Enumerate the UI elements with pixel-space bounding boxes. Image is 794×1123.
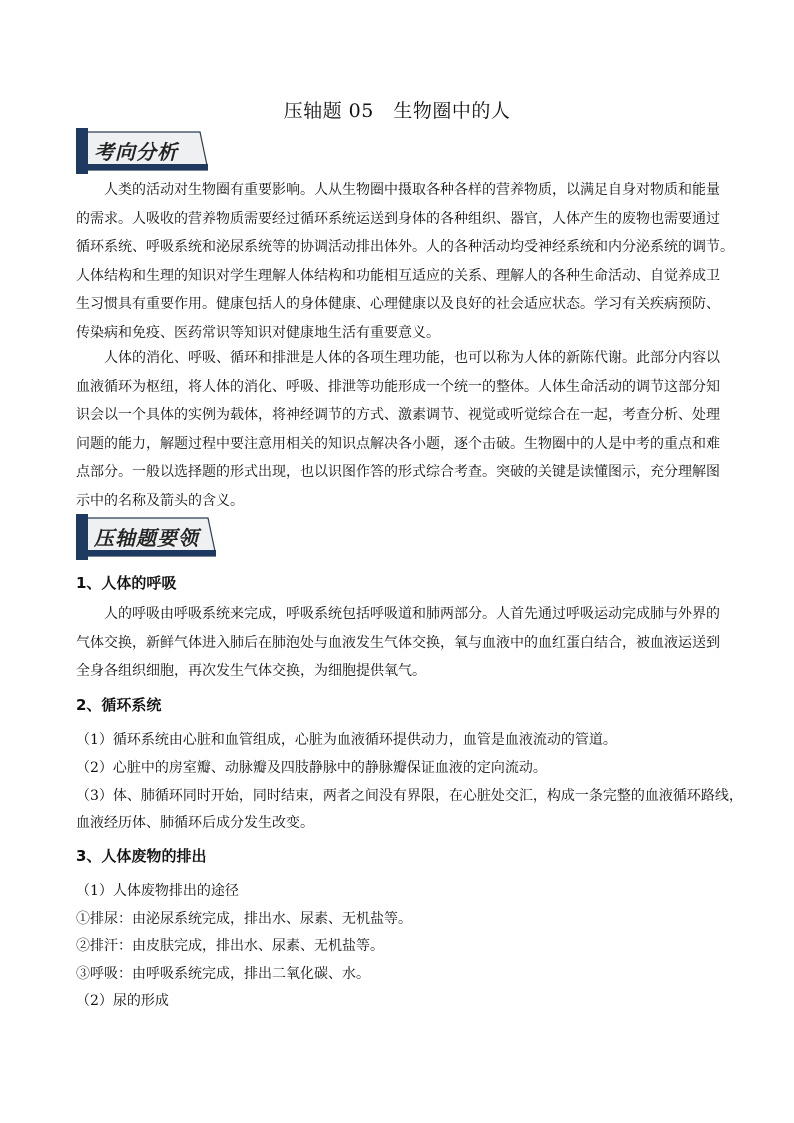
text-line: 生习惯具有重要作用。健康包括人的身体健康、心理健康以及良好的社会适应状态。学习有关疾病预防、 [76,296,720,313]
circulation-item-3-cont: 血液经历体、肺循环后成分发生改变。 [76,815,314,831]
intro-paragraph-2 [76,344,720,516]
page-title: 压轴题 05 生物圈中的人 [283,100,511,122]
section-respiration-paragraph [76,600,720,686]
section-heading-respiration: 1、人体的呼吸 [76,574,177,592]
text-line: 人类的活动对生物圈有重要影响。人从生物圈中摄取各种各样的营养物质，以满足自身对物质和能量 [104,182,720,198]
text-line: 问题的能力，解题过程中要注意用相关的知识点解决各小题，逐个击破。生物圈中的人是中考的重点和难 [76,435,720,452]
text-line: 识会以一个具体的实例为载体，将神经调节的方式、激素调节、视觉或听觉综合在一起，考查分析、处理 [76,407,720,424]
text-line: 全身各组织细胞，再次发生气体交换，为细胞提供氧气。 [76,663,426,680]
text-line: 传染病和免疫、医药常识等知识对健康地生活有重要意义。 [76,324,440,341]
text-line: 人体的消化、呼吸、循环和排泄是人体的各项生理功能，也可以称为人体的新陈代谢。此部分内容以 [104,350,720,366]
excretion-item-1: （1）人体废物排出的途径 [76,883,239,899]
text-line: 示中的名称及箭头的含义。 [76,492,244,509]
section-heading-excretion: 3、人体废物的排出 [76,847,207,865]
text-line: 的需求。人吸收的营养物质需要经过循环系统运送到身体的各种组织、器官，人体产生的废物也需要通过 [76,210,720,227]
text-line: 血液循环为枢纽，将人体的消化、呼吸、排泄等功能形成一个统一的整体。人体生命活动的调节这部分知 [76,378,720,395]
excretion-item-breath: ③呼吸：由呼吸系统完成，排出二氧化碳、水。 [76,966,370,982]
section-heading-circulation: 2、循环系统 [76,696,162,714]
intro-paragraph-1 [76,176,734,348]
circulation-item-1: （1）循环系统由心脏和血管组成，心脏为血液循环提供动力，血管是血液流动的管道。 [76,732,617,748]
circulation-item-2: （2）心脏中的房室瓣、动脉瓣及四肢静脉中的静脉瓣保证血液的定向流动。 [76,760,547,776]
text-line: 人体结构和生理的知识对学生理解人体结构和功能相互适应的关系、理解人的各种生命活动、自觉养成卫 [76,267,720,284]
section-banner-key-points [76,514,216,560]
text-line: 气体交换，新鲜气体进入肺后在肺泡处与血液发生气体交换，氧与血液中的血红蛋白结合，被血液运送到 [76,634,720,651]
text-line: 人的呼吸由呼吸系统来完成，呼吸系统包括呼吸道和肺两部分。人首先通过呼吸运动完成肺与外界的 [104,606,720,622]
excretion-item-sweat: ②排汗：由皮肤完成，排出水、尿素、无机盐等。 [76,938,384,954]
banner-label-key-points: 压轴题要领 [94,526,199,550]
banner-label-analysis: 考向分析 [94,140,178,164]
text-line: 点部分。一般以选择题的形式出现，也以识图作答的形式综合考查。突破的关键是读懂图示，充分理解图 [76,464,720,481]
excretion-item-urine: ①排尿：由泌尿系统完成，排出水、尿素、无机盐等。 [76,911,412,927]
text-line: 循环系统、呼吸系统和泌尿系统等的协调活动排出体外。人的各种活动均受神经系统和内分泌系统的调节。 [76,239,734,256]
section-banner-analysis [76,128,208,174]
excretion-item-2: （2）尿的形成 [76,993,169,1009]
circulation-item-3: （3）体、肺循环同时开始，同时结束，两者之间没有界限，在心脏处交汇，构成一条完整的血液循环路线， [76,788,743,804]
